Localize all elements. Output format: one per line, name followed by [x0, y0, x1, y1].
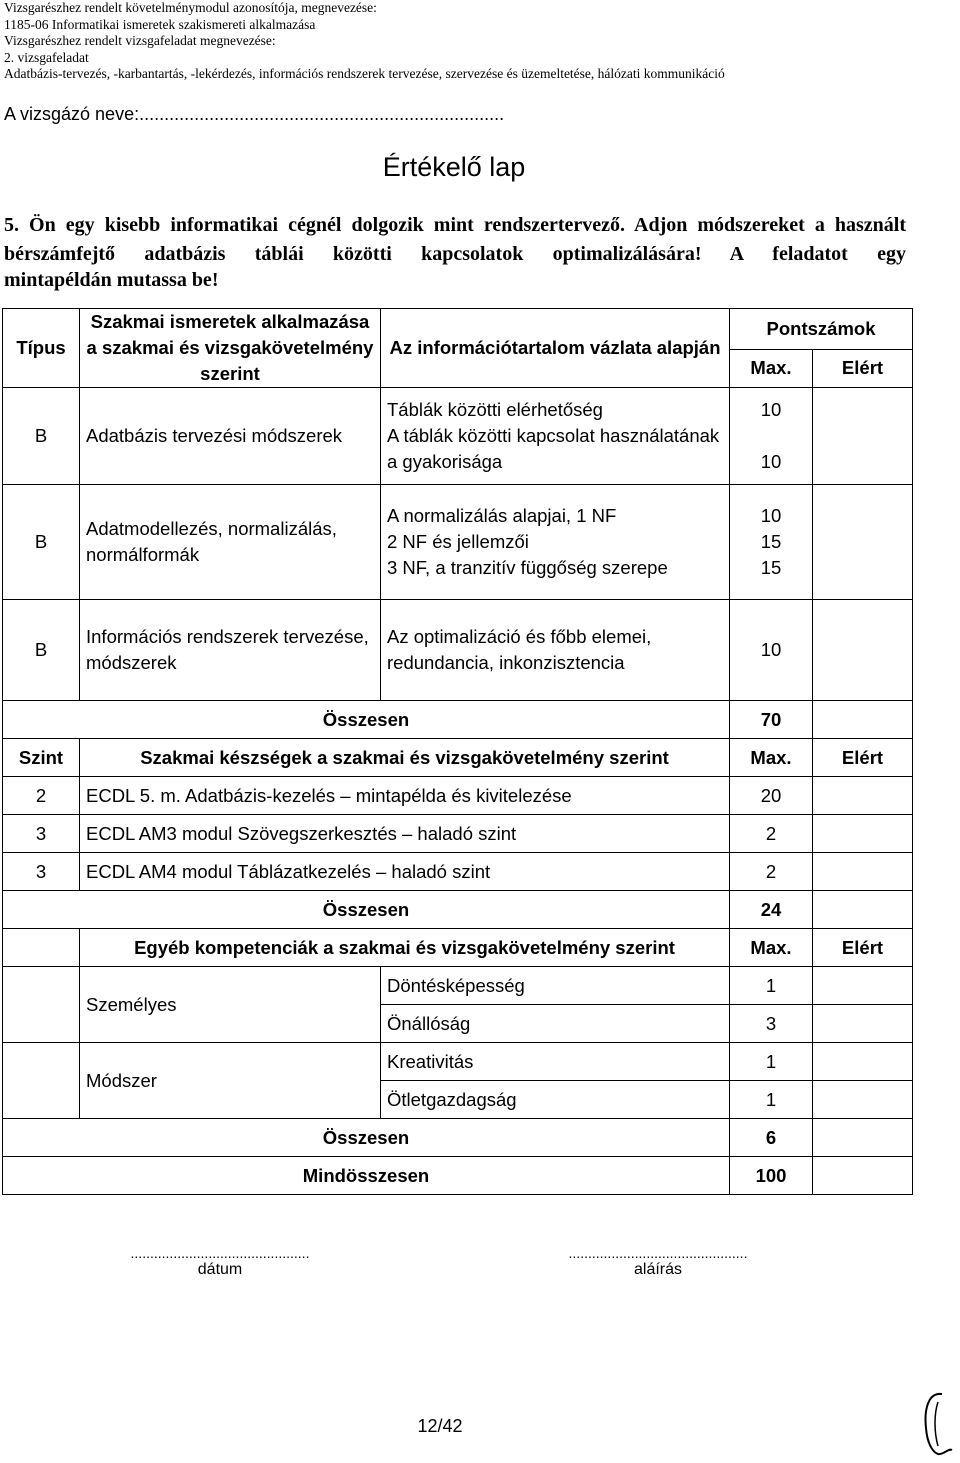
- row-type: B: [3, 388, 80, 485]
- header-pontszamok: Pontszámok: [730, 309, 913, 350]
- skill-max: 2: [730, 853, 813, 891]
- header-line: Vizsgarészhez rendelt vizsgafeladat megnevezése:: [4, 33, 276, 48]
- skill-max: 20: [730, 777, 813, 815]
- table-row: [3, 388, 913, 485]
- competency-name: Kreativitás: [381, 1043, 730, 1081]
- skill-elert: [813, 815, 913, 853]
- initials-mark-icon: [918, 1388, 956, 1458]
- page-title: Értékelő lap: [382, 152, 526, 182]
- table-header-row: [3, 309, 913, 350]
- row-elert: [813, 600, 913, 701]
- skill-elert: [813, 853, 913, 891]
- competency-max: 1: [730, 1043, 813, 1081]
- header-szakmai: Szakmai ismeretek alkalmazása a szakmai és vizsgakövetelmény szerint: [80, 309, 381, 388]
- sum-row: [3, 701, 913, 739]
- task-description-end: mintapéldán mutassa be!: [4, 269, 219, 291]
- competency-max: 1: [730, 967, 813, 1005]
- competency-blank: [3, 1043, 80, 1119]
- sum-value: 70: [730, 701, 813, 739]
- header-line: Adatbázis-tervezés, -karbantartás, -lekérdezés, információs rendszerek tervezése, szervezése és üzemeltetése, hálózati kommunikáció: [4, 66, 725, 81]
- signature-label: aláírás: [633, 1261, 683, 1278]
- sum-label: Összesen: [3, 701, 730, 739]
- evaluation-table: [2, 308, 913, 1195]
- skill-max: 2: [730, 815, 813, 853]
- competency-elert: [813, 1081, 913, 1119]
- competency-row: [3, 1043, 913, 1081]
- row-topic: Adatbázis tervezési módszerek: [80, 388, 381, 485]
- date-dots: ..............................................: [130, 1245, 310, 1261]
- skill-row: [3, 777, 913, 815]
- competencies-header-elert: Elért: [813, 929, 913, 967]
- competency-max: 1: [730, 1081, 813, 1119]
- competency-name: Önállóság: [381, 1005, 730, 1043]
- page-number: 12/42: [417, 1416, 463, 1436]
- competencies-header-max: Max.: [730, 929, 813, 967]
- competency-elert: [813, 1005, 913, 1043]
- competency-group: Személyes: [80, 967, 381, 1043]
- row-topic: Adatmodellezés, normalizálás, normálformák: [80, 485, 381, 600]
- skill-level: 2: [3, 777, 80, 815]
- sum-elert: [813, 1119, 913, 1157]
- signature-block: [518, 1245, 798, 1279]
- sum-row: [3, 891, 913, 929]
- max-value: 15: [760, 531, 782, 552]
- skill-text: ECDL AM3 modul Szövegszerkesztés – haladó szint: [80, 815, 730, 853]
- skills-header: Szakmai készségek a szakmai és vizsgakövetelmény szerint: [80, 739, 730, 777]
- competency-row: [3, 967, 913, 1005]
- competencies-header-row: [3, 929, 913, 967]
- row-max: 10: [730, 600, 813, 701]
- total-label: Mindösszesen: [3, 1157, 730, 1195]
- row-items: [381, 485, 730, 600]
- skill-row: [3, 815, 913, 853]
- skill-text: ECDL AM4 modul Táblázatkezelés – haladó szint: [80, 853, 730, 891]
- max-value: 10: [760, 505, 782, 526]
- date-signature-block: [80, 1245, 360, 1279]
- header-max: Max.: [730, 349, 813, 388]
- competencies-header: Egyéb kompetenciák a szakmai és vizsgakövetelmény szerint: [80, 929, 730, 967]
- sum-label: Összesen: [3, 1119, 730, 1157]
- skills-header-max: Max.: [730, 739, 813, 777]
- header-line: 2. vizsgafeladat: [4, 49, 89, 65]
- task-description: 5. Ön egy kisebb informatikai cégnél dolgozik mint rendszertervező. Adjon módszereket a használt bérszámfejtő adatbázis táblái közötti kapcsolatok optimalizálására! A feladatot egy: [4, 214, 906, 265]
- skill-level: 3: [3, 815, 80, 853]
- row-item: A táblák közötti kapcsolat használatának a gyakorisága: [387, 425, 720, 472]
- competency-group: Módszer: [80, 1043, 381, 1119]
- row-item: A normalizálás alapjai, 1 NF: [387, 505, 617, 526]
- table-row: [3, 485, 913, 600]
- competency-name: Ötletgazdagság: [381, 1081, 730, 1119]
- skills-header-szint: Szint: [3, 739, 80, 777]
- row-type: B: [3, 485, 80, 600]
- row-item: 3 NF, a tranzitív függőség szerepe: [387, 557, 668, 578]
- header-line: Vizsgarészhez rendelt követelménymodul azonosítója, megnevezése:: [4, 0, 377, 15]
- row-item: Táblák közötti elérhetőség: [387, 399, 603, 420]
- sum-value: 6: [730, 1119, 813, 1157]
- table-row: [3, 600, 913, 701]
- skills-header-row: [3, 739, 913, 777]
- skill-text: ECDL 5. m. Adatbázis-kezelés – mintapélda és kivitelezése: [80, 777, 730, 815]
- row-max: [730, 485, 813, 600]
- competencies-header-blank: [3, 929, 80, 967]
- skill-level: 3: [3, 853, 80, 891]
- signature-dots: ..............................................: [568, 1245, 748, 1261]
- skill-row: [3, 853, 913, 891]
- candidate-name-field: A vizsgázó neve:.........................................................................: [4, 104, 505, 124]
- date-label: dátum: [197, 1261, 243, 1278]
- max-value: 10: [760, 399, 782, 420]
- sum-label: Összesen: [3, 891, 730, 929]
- header-info: Az információtartalom vázlata alapján: [381, 309, 730, 388]
- competency-elert: [813, 967, 913, 1005]
- max-value: 15: [760, 557, 782, 578]
- row-elert: [813, 388, 913, 485]
- total-row: [3, 1157, 913, 1195]
- competency-elert: [813, 1043, 913, 1081]
- competency-max: 3: [730, 1005, 813, 1043]
- sum-row: [3, 1119, 913, 1157]
- competency-name: Döntésképesség: [381, 967, 730, 1005]
- total-elert: [813, 1157, 913, 1195]
- document-header: [4, 0, 954, 83]
- row-items: [381, 388, 730, 485]
- row-type: B: [3, 600, 80, 701]
- row-item: Az optimalizáció és főbb elemei, redundancia, inkonzisztencia: [381, 600, 730, 701]
- competency-blank: [3, 967, 80, 1043]
- sum-elert: [813, 891, 913, 929]
- header-elert: Elért: [813, 349, 913, 388]
- skill-elert: [813, 777, 913, 815]
- skills-header-elert: Elért: [813, 739, 913, 777]
- row-topic: Információs rendszerek tervezése, módszerek: [80, 600, 381, 701]
- header-tipus: Típus: [3, 309, 80, 388]
- sum-value: 24: [730, 891, 813, 929]
- row-max: [730, 388, 813, 485]
- total-value: 100: [730, 1157, 813, 1195]
- header-line: 1185-06 Informatikai ismeretek szakismereti alkalmazása: [4, 16, 316, 32]
- row-item: 2 NF és jellemzői: [387, 531, 529, 552]
- max-value: 10: [760, 451, 782, 472]
- sum-elert: [813, 701, 913, 739]
- row-elert: [813, 485, 913, 600]
